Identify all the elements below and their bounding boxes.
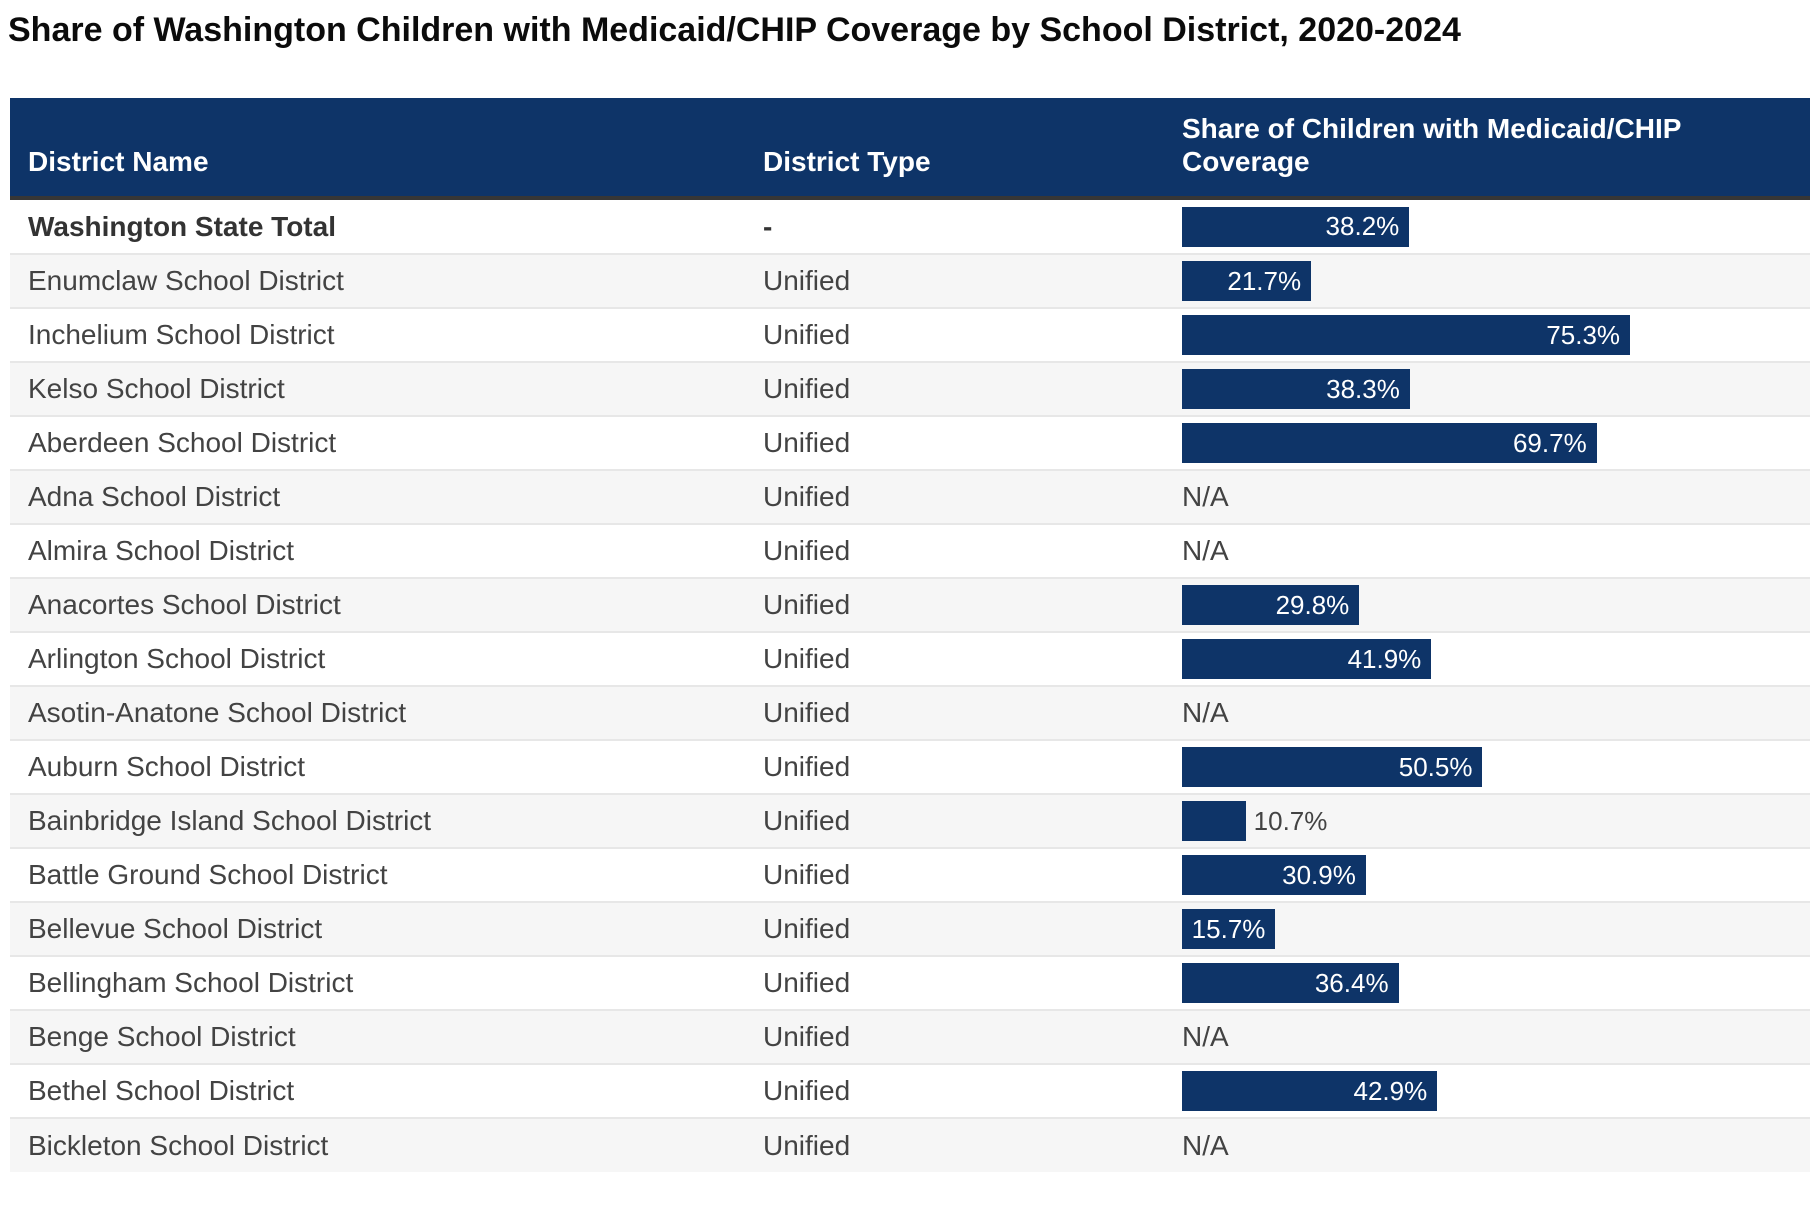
coverage-na-label: N/A — [1182, 697, 1229, 728]
coverage-cell — [1164, 362, 1810, 416]
page-title: Share of Washington Children with Medicaid/CHIP Coverage by School District, 2020-2024 — [8, 11, 1461, 49]
coverage-cell — [1164, 956, 1810, 1010]
coverage-cell — [1164, 198, 1810, 254]
coverage-bar-track — [1182, 1071, 1777, 1111]
district-name-cell: Adna School District — [10, 470, 745, 524]
district-name-cell: Battle Ground School District — [10, 848, 745, 902]
coverage-cell — [1164, 794, 1810, 848]
table-row — [10, 1064, 1810, 1118]
district-name-cell: Kelso School District — [10, 362, 745, 416]
coverage-bar-track — [1182, 855, 1777, 895]
coverage-na-label: N/A — [1182, 481, 1229, 512]
coverage-value-label: 15.7% — [1191, 913, 1266, 944]
district-type-cell: Unified — [745, 1064, 1164, 1118]
table-row — [10, 956, 1810, 1010]
coverage-cell — [1164, 524, 1810, 578]
table-row — [10, 794, 1810, 848]
district-type-cell: Unified — [745, 740, 1164, 794]
coverage-cell — [1164, 1118, 1810, 1172]
district-type-cell: Unified — [745, 848, 1164, 902]
district-type-cell: Unified — [745, 308, 1164, 362]
table-row — [10, 578, 1810, 632]
table-row — [10, 198, 1810, 254]
coverage-cell — [1164, 686, 1810, 740]
coverage-bar — [1182, 423, 1597, 463]
district-name-cell: Inchelium School District — [10, 308, 745, 362]
table-row — [10, 470, 1810, 524]
district-name-cell: Bellingham School District — [10, 956, 745, 1010]
col-header-district-type: District Type — [745, 98, 1164, 198]
district-type-cell: Unified — [745, 794, 1164, 848]
coverage-bar — [1182, 855, 1366, 895]
coverage-value-label: 38.2% — [1325, 211, 1400, 241]
district-type-cell: Unified — [745, 254, 1164, 308]
coverage-bar-track — [1182, 585, 1777, 625]
coverage-bar-track — [1182, 315, 1777, 355]
coverage-cell — [1164, 1010, 1810, 1064]
district-type-cell: Unified — [745, 416, 1164, 470]
coverage-bar — [1182, 315, 1630, 355]
table-row — [10, 362, 1810, 416]
coverage-na-label: N/A — [1182, 535, 1229, 566]
coverage-na-label: N/A — [1182, 1021, 1229, 1052]
district-type-cell: Unified — [745, 362, 1164, 416]
coverage-bar-track — [1182, 963, 1777, 1003]
table-row — [10, 416, 1810, 470]
coverage-bar — [1182, 261, 1311, 301]
table-row — [10, 1010, 1810, 1064]
coverage-value-label: 36.4% — [1314, 967, 1389, 998]
district-type-cell: Unified — [745, 686, 1164, 740]
district-type-cell: Unified — [745, 524, 1164, 578]
coverage-value-label: 29.8% — [1275, 589, 1350, 620]
coverage-bar-track — [1182, 801, 1777, 841]
coverage-bar-track — [1182, 423, 1777, 463]
district-name-cell: Aberdeen School District — [10, 416, 745, 470]
table-row — [10, 902, 1810, 956]
coverage-cell — [1164, 308, 1810, 362]
coverage-cell — [1164, 578, 1810, 632]
coverage-bar-track — [1182, 909, 1777, 949]
table-row — [10, 740, 1810, 794]
table-row — [10, 524, 1810, 578]
coverage-value-label: 10.7% — [1253, 805, 1328, 836]
coverage-bar — [1182, 585, 1359, 625]
header-row — [10, 98, 1810, 198]
district-type-cell: Unified — [745, 1118, 1164, 1172]
coverage-bar-track — [1182, 261, 1777, 301]
coverage-cell — [1164, 848, 1810, 902]
coverage-value-label: 50.5% — [1398, 751, 1473, 782]
coverage-cell — [1164, 470, 1810, 524]
coverage-value-label: 21.7% — [1227, 265, 1302, 296]
coverage-value-label: 41.9% — [1347, 643, 1422, 674]
district-type-cell: - — [763, 210, 773, 242]
coverage-bar — [1182, 801, 1246, 841]
coverage-cell — [1164, 1064, 1810, 1118]
coverage-bar — [1182, 639, 1431, 679]
table-container — [10, 98, 1810, 1172]
coverage-bar — [1182, 963, 1399, 1003]
district-type-cell: Unified — [745, 1010, 1164, 1064]
coverage-bar-track — [1182, 207, 1777, 247]
district-name-cell: Bellevue School District — [10, 902, 745, 956]
district-name-cell: Bainbridge Island School District — [10, 794, 745, 848]
coverage-value-label: 30.9% — [1282, 859, 1356, 890]
coverage-bar — [1182, 207, 1409, 247]
col-header-coverage-share: Share of Children with Medicaid/CHIP Coverage — [1164, 98, 1810, 198]
coverage-table — [10, 98, 1810, 1172]
district-name-cell: Bickleton School District — [10, 1118, 745, 1172]
district-name-cell: Enumclaw School District — [10, 254, 745, 308]
district-type-cell: Unified — [745, 632, 1164, 686]
district-name-cell: Auburn School District — [10, 740, 745, 794]
col-header-district-name: District Name — [10, 98, 745, 198]
district-type-cell: Unified — [745, 470, 1164, 524]
coverage-cell — [1164, 902, 1810, 956]
district-type-cell: Unified — [745, 902, 1164, 956]
table-row — [10, 254, 1810, 308]
coverage-bar — [1182, 909, 1275, 949]
table-row — [10, 848, 1810, 902]
district-name-cell: Benge School District — [10, 1010, 745, 1064]
coverage-na-label: N/A — [1182, 1129, 1229, 1161]
coverage-bar-track — [1182, 369, 1777, 409]
district-name-cell: Anacortes School District — [10, 578, 745, 632]
coverage-value-label: 42.9% — [1353, 1075, 1428, 1106]
district-name-cell: Almira School District — [10, 524, 745, 578]
coverage-bar — [1182, 369, 1410, 409]
coverage-bar-track — [1182, 639, 1777, 679]
district-type-cell: Unified — [745, 956, 1164, 1010]
coverage-cell — [1164, 632, 1810, 686]
coverage-bar-track — [1182, 747, 1777, 787]
coverage-cell — [1164, 740, 1810, 794]
table-row — [10, 308, 1810, 362]
coverage-cell — [1164, 254, 1810, 308]
coverage-bar — [1182, 1071, 1437, 1111]
coverage-bar — [1182, 747, 1482, 787]
coverage-value-label: 75.3% — [1546, 319, 1621, 350]
table-row — [10, 632, 1810, 686]
table-body — [10, 198, 1810, 1172]
district-name-cell: Arlington School District — [10, 632, 745, 686]
district-type-cell: Unified — [745, 578, 1164, 632]
table-row — [10, 1118, 1810, 1172]
coverage-cell — [1164, 416, 1810, 470]
coverage-value-label: 69.7% — [1512, 427, 1587, 458]
district-name-cell: Washington State Total — [28, 210, 336, 242]
coverage-value-label: 38.3% — [1326, 373, 1400, 404]
district-name-cell: Asotin-Anatone School District — [10, 686, 745, 740]
table-row — [10, 686, 1810, 740]
district-name-cell: Bethel School District — [10, 1064, 745, 1118]
